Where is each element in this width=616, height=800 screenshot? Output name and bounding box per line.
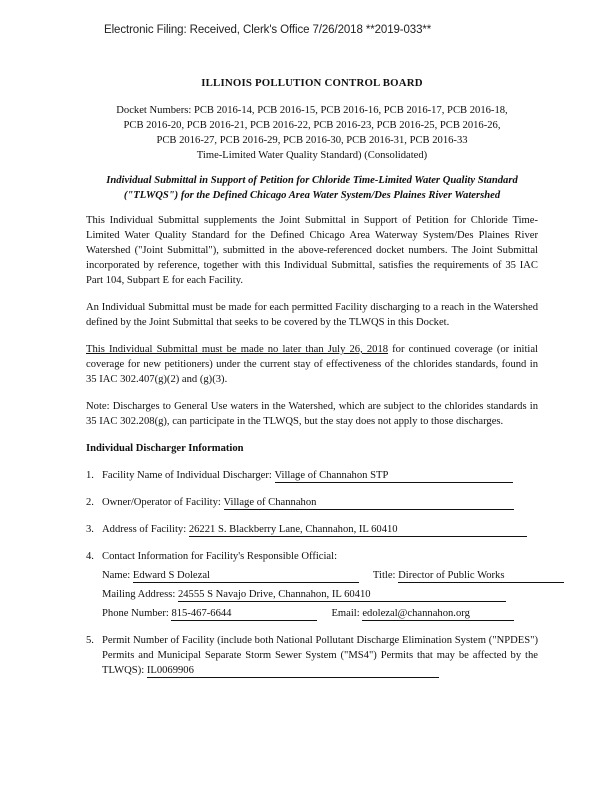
subtitle-line: ("TLWQS") for the Defined Chicago Area Water System/Des Plaines River Watershed (123, 190, 501, 201)
list-item (86, 549, 538, 621)
email-field[interactable]: edolezal@channahon.org (362, 607, 514, 621)
docket-line: Time-Limited Water Quality Standard) (Consolidated) (196, 150, 428, 161)
contact-label: Contact Information for Facility's Responsible Official: (102, 551, 338, 562)
permit-label: Permit Number of Facility (include both National Pollutant Discharge Elimination System ("NPDES") Permits and Municipal Separate Storm Sewer System ("MS4") Permits that may be affected by the TLWQS): (102, 635, 538, 676)
list-item (86, 633, 538, 678)
document-subtitle (86, 173, 538, 203)
document-page (86, 76, 538, 690)
filing-stamp: Electronic Filing: Received, Clerk's Office 7/26/2018 **2019-033** (104, 24, 432, 36)
deadline-rest: for continued coverage (or initial coverage for new petitioners) under the current stay of effectiveness of the chlorides standards, found in 35 IAC 302.407(g)(2) and (g)(3). (86, 344, 539, 385)
permit-number-field[interactable]: IL0069906 (147, 664, 439, 678)
docket-line: PCB 2016-27, PCB 2016-29, PCB 2016-30, PCB 2016-31, PCB 2016-33 (156, 135, 468, 146)
item-number: 3. (86, 524, 94, 535)
item-number: 4. (86, 551, 94, 562)
contact-name-row (102, 568, 564, 583)
deadline-paragraph (86, 342, 538, 387)
phone-label: Phone Number: (102, 608, 169, 619)
list-item (86, 522, 538, 537)
mailing-label: Mailing Address: (102, 589, 176, 600)
address-field[interactable]: 26221 S. Blackberry Lane, Channahon, IL 60410 (189, 523, 527, 537)
list-item (86, 468, 538, 483)
mailing-row (102, 587, 564, 602)
list-item (86, 495, 538, 510)
deadline-text: This Individual Submittal must be made no later than July 26, 2018 (86, 344, 389, 355)
note-paragraph: Note: Discharges to General Use waters in the Watershed, which are subject to the chlorides standards in 35 IAC 302.208(g), can participate in the TLWQS, but the stay does not apply to those discharges. (86, 401, 538, 427)
requirement-paragraph: An Individual Submittal must be made for each permitted Facility discharging to a reach in the Watershed defined by the Joint Submittal that seeks to be covered by the TLWQS in this Docket. (86, 302, 538, 328)
address-label: Address of Facility: (102, 524, 187, 535)
section-heading: Individual Discharger Information (86, 443, 244, 454)
phone-field[interactable]: 815-467-6644 (171, 607, 317, 621)
board-title: ILLINOIS POLLUTION CONTROL BOARD (201, 77, 423, 89)
facility-name-field[interactable]: Village of Channahon STP (275, 469, 513, 483)
item-number: 2. (86, 497, 94, 508)
official-title-field[interactable]: Director of Public Works (398, 569, 564, 583)
facility-name-label: Facility Name of Individual Discharger: (102, 470, 272, 481)
owner-label: Owner/Operator of Facility: (102, 497, 221, 508)
mailing-address-field[interactable]: 24555 S Navajo Drive, Channahon, IL 60410 (178, 588, 506, 602)
title-label: Title: (372, 570, 396, 581)
docket-line: Docket Numbers: PCB 2016-14, PCB 2016-15, PCB 2016-16, PCB 2016-17, PCB 2016-18, (116, 105, 508, 116)
item-number: 1. (86, 470, 94, 481)
name-label: Name: (102, 570, 131, 581)
owner-field[interactable]: Village of Channahon (224, 496, 514, 510)
email-label: Email: (331, 608, 360, 619)
docket-line: PCB 2016-20, PCB 2016-21, PCB 2016-22, PCB 2016-23, PCB 2016-25, PCB 2016-26, (123, 120, 501, 131)
intro-paragraph: This Individual Submittal supplements the Joint Submittal in Support of Petition for Chloride Time-Limited Water Quality Standard for the Defined Chicago Area Waterway System/Des Plaines River Watershed ("Joint Submittal"), submitted in the above-referenced docket numbers. The Joint Submittal incorporated by reference, together with this Individual Submittal, satisfies the requirements of 35 IAC Part 104, Subpart E for each Facility. (86, 215, 538, 286)
item-number: 5. (86, 635, 94, 646)
official-name-field[interactable]: Edward S Dolezal (133, 569, 359, 583)
subtitle-line: Individual Submittal in Support of Petition for Chloride Time-Limited Water Quality Standard (106, 175, 518, 186)
docket-numbers (86, 103, 538, 163)
phone-email-row (102, 606, 564, 621)
